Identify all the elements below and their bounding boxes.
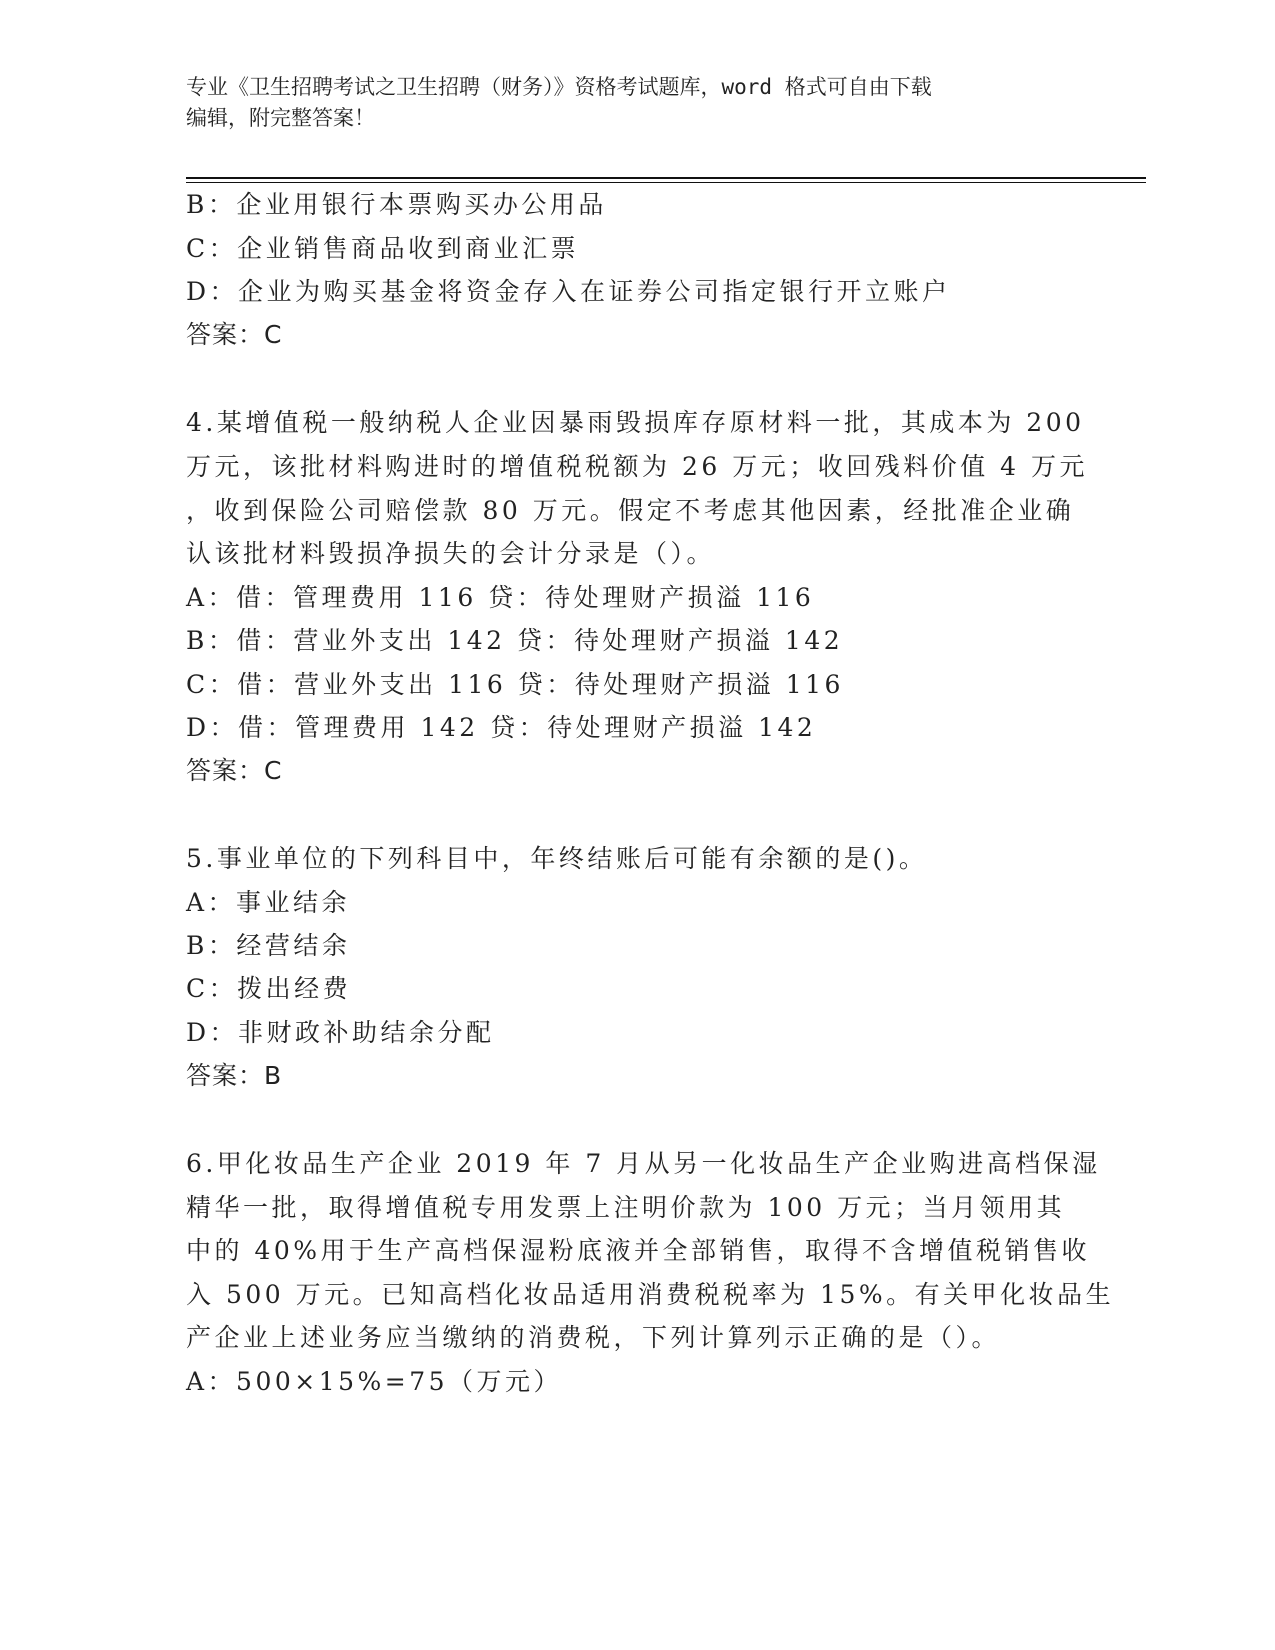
q3-answer: 答案：C (186, 320, 283, 349)
q5-answer: 答案：B (186, 1061, 283, 1090)
q5-option-d: D：非财政补助结余分配 (186, 1018, 495, 1047)
q4-option-b: B：借：营业外支出 142 贷：待处理财产损溢 142 (186, 626, 844, 655)
q6-stem-line-1: 6.甲化妆品生产企业 2019 年 7 月从另一化妆品生产企业购进高档保湿 (186, 1149, 1101, 1178)
q4-stem-line-3: ，收到保险公司赔偿款 80 万元。假定不考虑其他因素，经批准企业确 (186, 496, 1075, 525)
header-rule-thin (186, 182, 1146, 183)
q3-option-c: C：企业销售商品收到商业汇票 (186, 234, 580, 263)
q6-stem-line-5: 产企业上述业务应当缴纳的消费税，下列计算列示正确的是（）。 (186, 1323, 1001, 1352)
q5-option-c: C：拨出经费 (186, 974, 352, 1003)
q6-stem-line-3: 中的 40%用于生产高档保湿粉底液并全部销售，取得不含增值税销售收 (186, 1236, 1091, 1265)
q5-option-a: A：事业结余 (186, 888, 351, 917)
q6-option-a: A：500×15%=75（万元） (186, 1367, 563, 1396)
q3-option-d: D：企业为购买基金将资金存入在证券公司指定银行开立账户 (186, 277, 951, 306)
q3-option-b: B：企业用银行本票购买办公用品 (186, 190, 607, 219)
document-header (186, 72, 1086, 134)
q4-stem-line-4: 认该批材料毁损净损失的会计分录是（）。 (186, 539, 716, 568)
header-rule-thick (186, 177, 1146, 179)
q4-option-a: A：借：管理费用 116 贷：待处理财产损溢 116 (186, 583, 815, 612)
q4-stem-line-2: 万元，该批材料购进时的增值税税额为 26 万元；收回残料价值 4 万元 (186, 452, 1089, 481)
q5-stem: 5.事业单位的下列科目中，年终结账后可能有余额的是()。 (186, 844, 928, 873)
q4-option-d: D：借：管理费用 142 贷：待处理财产损溢 142 (186, 713, 817, 742)
q4-option-c: C：借：营业外支出 116 贷：待处理财产损溢 116 (186, 670, 844, 699)
q6-stem-line-2: 精华一批，取得增值税专用发票上注明价款为 100 万元；当月领用其 (186, 1193, 1066, 1222)
q4-answer: 答案：C (186, 756, 283, 785)
q4-stem-line-1: 4.某增值税一般纳税人企业因暴雨毁损库存原材料一批，其成本为 200 (186, 408, 1085, 437)
q6-stem-line-4: 入 500 万元。已知高档化妆品适用消费税税率为 15%。有关甲化妆品生 (186, 1280, 1115, 1309)
header-line-1: 专业《卫生招聘考试之卫生招聘（财务）》资格考试题库，word 格式可自由下载 (186, 75, 932, 99)
header-line-2: 编辑，附完整答案！ (186, 106, 375, 130)
q5-option-b: B：经营结余 (186, 931, 351, 960)
